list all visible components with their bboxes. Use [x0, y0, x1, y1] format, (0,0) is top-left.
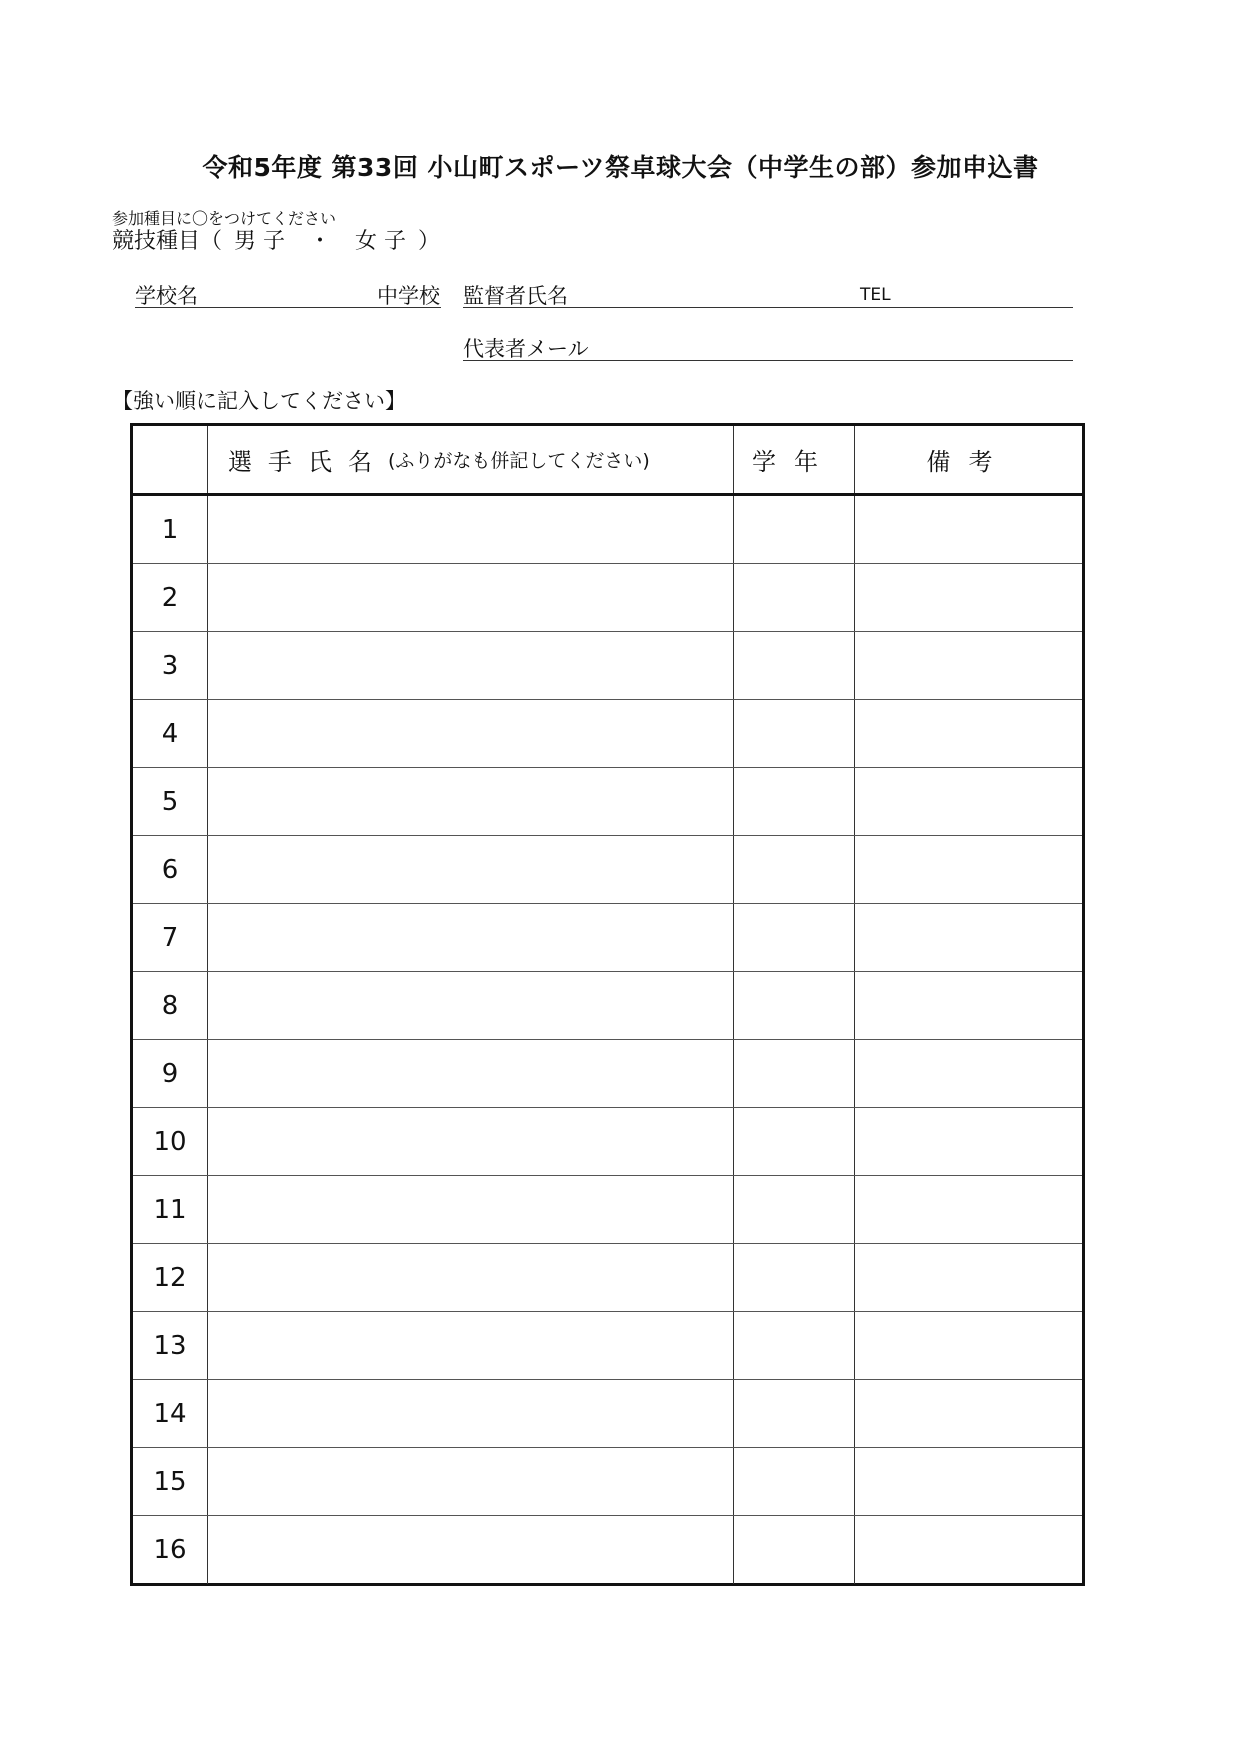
notes-cell[interactable]: [855, 1176, 1082, 1243]
row-number: 13: [153, 1330, 187, 1361]
grade-cell[interactable]: [734, 564, 855, 631]
grade-cell[interactable]: [734, 768, 855, 835]
table-row: [133, 1244, 1082, 1312]
row-number: 3: [161, 650, 179, 681]
grade-cell[interactable]: [734, 1244, 855, 1311]
grade-cell[interactable]: [734, 1380, 855, 1447]
event-selector: [112, 224, 440, 255]
player-name-cell[interactable]: [208, 1244, 734, 1311]
player-name-cell[interactable]: [208, 496, 734, 563]
header-name-cell: [208, 426, 734, 493]
header-name: 選手氏名: [228, 448, 388, 476]
table-row: [133, 904, 1082, 972]
header-grade: 学年: [752, 448, 836, 476]
event-label: 競技種目（: [112, 229, 223, 254]
row-number: 7: [161, 922, 179, 953]
grade-cell[interactable]: [734, 1516, 855, 1584]
event-instruction: 参加種目に〇をつけてください: [112, 209, 337, 228]
row-number: 2: [161, 582, 179, 613]
school-suffix: 中学校: [377, 284, 440, 308]
table-row: [133, 768, 1082, 836]
player-name-cell[interactable]: [208, 1380, 734, 1447]
table-row: [133, 1448, 1082, 1516]
player-name-cell[interactable]: [208, 1176, 734, 1243]
player-name-cell[interactable]: [208, 700, 734, 767]
row-number: 16: [153, 1535, 187, 1565]
notes-cell[interactable]: [855, 1516, 1082, 1584]
entry-table: [130, 423, 1085, 1586]
table-row: [133, 1040, 1082, 1108]
grade-cell[interactable]: [734, 836, 855, 903]
event-separator: ・: [309, 229, 332, 254]
player-name-cell[interactable]: [208, 768, 734, 835]
grade-cell[interactable]: [734, 700, 855, 767]
document-title: 令和5年度 第33回 小山町スポーツ祭卓球大会（中学生の部）参加申込書: [202, 153, 1039, 182]
table-row: [133, 700, 1082, 768]
notes-cell[interactable]: [855, 972, 1082, 1039]
row-number: 9: [161, 1058, 179, 1089]
notes-cell[interactable]: [855, 632, 1082, 699]
row-number-cell: [133, 700, 208, 767]
row-number-cell: [133, 496, 208, 563]
table-row: [133, 1108, 1082, 1176]
row-number: 12: [153, 1262, 187, 1293]
player-name-cell[interactable]: [208, 564, 734, 631]
grade-cell[interactable]: [734, 1448, 855, 1515]
grade-cell[interactable]: [734, 1312, 855, 1379]
table-row: [133, 496, 1082, 564]
header-name-note: (ふりがなも併記してください): [388, 450, 650, 472]
coach-name-label: 監督者氏名: [463, 284, 568, 308]
row-number: 4: [161, 718, 179, 749]
table-row: [133, 1516, 1082, 1584]
coach-name-field[interactable]: [463, 307, 1073, 308]
player-name-cell[interactable]: [208, 836, 734, 903]
header-notes-cell: [855, 426, 1082, 493]
row-number: 5: [161, 786, 179, 817]
row-number: 15: [153, 1466, 187, 1497]
header-notes: 備考: [926, 448, 1011, 476]
email-label: 代表者メール: [463, 337, 589, 361]
grade-cell[interactable]: [734, 496, 855, 563]
table-row: [133, 972, 1082, 1040]
table-row: [133, 1380, 1082, 1448]
row-number-cell: [133, 1380, 208, 1447]
notes-cell[interactable]: [855, 1448, 1082, 1515]
row-number-cell: [133, 904, 208, 971]
row-number-cell: [133, 836, 208, 903]
school-name-label: 学校名: [135, 284, 198, 308]
grade-cell[interactable]: [734, 972, 855, 1039]
player-name-cell[interactable]: [208, 1448, 734, 1515]
row-number-cell: [133, 1244, 208, 1311]
grade-cell[interactable]: [734, 632, 855, 699]
player-name-cell[interactable]: [208, 632, 734, 699]
player-name-cell[interactable]: [208, 904, 734, 971]
notes-cell[interactable]: [855, 496, 1082, 563]
row-number-cell: [133, 1176, 208, 1243]
grade-cell[interactable]: [734, 1176, 855, 1243]
row-number: 6: [161, 854, 179, 885]
row-number-cell: [133, 1516, 208, 1584]
row-number: 11: [153, 1194, 187, 1225]
notes-cell[interactable]: [855, 700, 1082, 767]
email-field[interactable]: [463, 360, 1073, 361]
player-name-cell[interactable]: [208, 1312, 734, 1379]
notes-cell[interactable]: [855, 564, 1082, 631]
notes-cell[interactable]: [855, 1312, 1082, 1379]
row-number-cell: [133, 1448, 208, 1515]
row-number-cell: [133, 1108, 208, 1175]
player-name-cell[interactable]: [208, 1516, 734, 1584]
table-row: [133, 836, 1082, 904]
row-number: 8: [161, 990, 179, 1021]
table-row: [133, 1312, 1082, 1380]
notes-cell[interactable]: [855, 1244, 1082, 1311]
notes-cell[interactable]: [855, 1380, 1082, 1447]
grade-cell[interactable]: [734, 904, 855, 971]
notes-cell[interactable]: [855, 1040, 1082, 1107]
player-name-cell[interactable]: [208, 1108, 734, 1175]
notes-cell[interactable]: [855, 768, 1082, 835]
player-name-cell[interactable]: [208, 972, 734, 1039]
grade-cell[interactable]: [734, 1040, 855, 1107]
notes-cell[interactable]: [855, 904, 1082, 971]
notes-cell[interactable]: [855, 836, 1082, 903]
event-option-male[interactable]: 男 子: [234, 229, 286, 254]
row-number-cell: [133, 768, 208, 835]
ranking-note: 【強い順に記入してください】: [112, 389, 406, 413]
row-number-cell: [133, 564, 208, 631]
tel-label: TEL: [860, 285, 891, 305]
table-header-row: [133, 426, 1082, 496]
table-row: [133, 632, 1082, 700]
row-number: 1: [161, 514, 179, 545]
player-name-cell[interactable]: [208, 1040, 734, 1107]
header-number-cell: [133, 426, 208, 493]
row-number-cell: [133, 1312, 208, 1379]
row-number: 10: [153, 1126, 187, 1157]
row-number: 14: [153, 1398, 187, 1429]
event-close-paren: ）: [418, 229, 441, 254]
row-number-cell: [133, 972, 208, 1039]
grade-cell[interactable]: [734, 1108, 855, 1175]
header-grade-cell: [734, 426, 855, 493]
table-row: [133, 564, 1082, 632]
notes-cell[interactable]: [855, 1108, 1082, 1175]
table-row: [133, 1176, 1082, 1244]
event-option-female[interactable]: 女 子: [355, 229, 407, 254]
row-number-cell: [133, 632, 208, 699]
row-number-cell: [133, 1040, 208, 1107]
